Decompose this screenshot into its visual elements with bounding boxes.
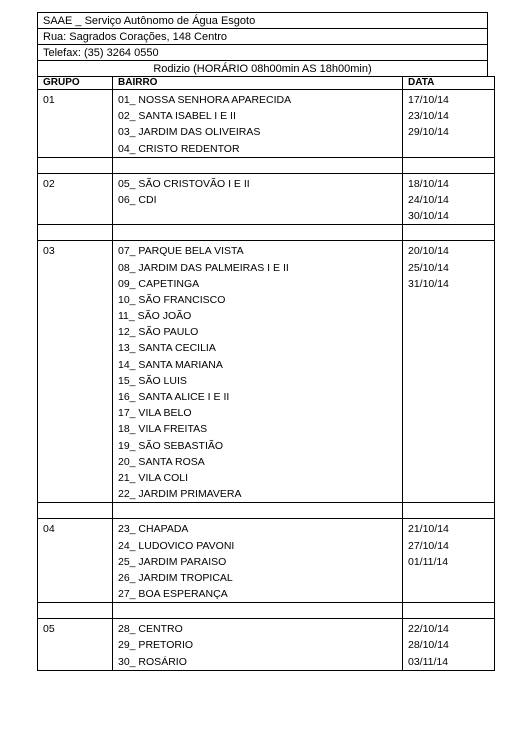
table-row [38, 619, 495, 671]
grupo-cell [38, 619, 113, 671]
bairro-item: 30_ ROSÁRIO [118, 655, 187, 668]
table-row [38, 241, 495, 503]
phone: Telefax: (35) 3264 0550 [37, 44, 488, 60]
table-row [38, 519, 495, 603]
bairro-item: 22_ JARDIM PRIMAVERA [118, 488, 242, 501]
grupo-cell [38, 90, 113, 158]
empty-cell [113, 603, 403, 619]
bairro-item: 06_ CDI [118, 193, 157, 206]
bairro-item: 26_ JARDIM TROPICAL [118, 571, 233, 584]
grupo-number: 02 [43, 177, 55, 190]
grupo-number: 04 [43, 523, 55, 536]
column-header-bairro: BAIRRO [113, 77, 403, 90]
schedule-title: Rodizio (HORÁRIO 08h00min AS 18h00min) [37, 60, 488, 76]
bairro-item: 27_ BOA ESPERANÇA [118, 588, 228, 601]
bairro-cell [113, 619, 403, 671]
date-item: 25/10/14 [408, 261, 449, 274]
bairro-item: 23_ CHAPADA [118, 523, 189, 536]
org-name: SAAE _ Serviço Autônomo de Água Esgoto [37, 12, 488, 28]
bairro-item: 11_ SÃO JOÃO [118, 310, 192, 323]
data-cell [403, 90, 495, 158]
empty-cell [38, 225, 113, 241]
empty-cell [113, 225, 403, 241]
bairro-item: 01_ NOSSA SENHORA APARECIDA [118, 94, 292, 106]
grupo-number: 01 [43, 94, 55, 106]
separator-row [38, 603, 495, 619]
bairro-cell [113, 241, 403, 503]
bairro-cell [113, 173, 403, 225]
bairro-item: 08_ JARDIM DAS PALMEIRAS I E II [118, 261, 289, 274]
bairro-item: 12_ SÃO PAULO [118, 326, 199, 339]
date-item: 27/10/14 [408, 539, 449, 552]
column-header-data: DATA [403, 77, 495, 90]
bairro-item: 05_ SÃO CRISTOVÃO I E II [118, 177, 250, 190]
grupo-cell [38, 519, 113, 603]
empty-cell [403, 603, 495, 619]
grupo-number: 05 [43, 623, 55, 636]
empty-cell [38, 603, 113, 619]
bairro-item: 18_ VILA FREITAS [118, 423, 208, 436]
bairro-item: 10_ SÃO FRANCISCO [118, 293, 226, 306]
date-item: 23/10/14 [408, 110, 449, 123]
table-row [38, 90, 495, 158]
bairro-item: 07_ PARQUE BELA VISTA [118, 245, 244, 258]
column-header-grupo: GRUPO [38, 77, 113, 90]
grupo-cell [38, 173, 113, 225]
date-item: 22/10/14 [408, 623, 449, 636]
bairro-item: 03_ JARDIM DAS OLIVEIRAS [118, 126, 261, 139]
bairro-item: 25_ JARDIM PARAISO [118, 555, 227, 568]
bairro-cell [113, 90, 403, 158]
separator-row [38, 225, 495, 241]
bairro-item: 13_ SANTA CECILIA [118, 342, 216, 355]
date-item: 21/10/14 [408, 523, 449, 536]
grupo-number: 03 [43, 245, 55, 258]
rotation-table [37, 76, 495, 671]
table-row [38, 173, 495, 225]
empty-cell [38, 503, 113, 519]
data-cell [403, 173, 495, 225]
data-cell [403, 241, 495, 503]
separator-row [38, 503, 495, 519]
empty-cell [113, 503, 403, 519]
bairro-cell [113, 519, 403, 603]
empty-cell [38, 157, 113, 173]
empty-cell [113, 157, 403, 173]
bairro-item: 15_ SÃO LUIS [118, 374, 187, 387]
date-item: 01/11/14 [408, 555, 449, 568]
bairro-item: 21_ VILA COLI [118, 471, 189, 484]
date-item: 24/10/14 [408, 193, 449, 206]
document [37, 12, 488, 671]
bairro-item: 17_ VILA BELO [118, 407, 192, 420]
table-header-row [38, 77, 495, 90]
grupo-cell [38, 241, 113, 503]
bairro-item: 09_ CAPETINGA [118, 277, 200, 290]
date-item: 29/10/14 [408, 126, 449, 139]
empty-cell [403, 225, 495, 241]
date-item: 28/10/14 [408, 639, 449, 652]
bairro-item: 24_ LUDOVICO PAVONI [118, 539, 235, 552]
bairro-item: 14_ SANTA MARIANA [118, 358, 223, 371]
date-item: 18/10/14 [408, 177, 449, 190]
date-item: 31/10/14 [408, 277, 449, 290]
bairro-item: 29_ PRETORIO [118, 639, 194, 652]
empty-cell [403, 157, 495, 173]
bairro-item: 02_ SANTA ISABEL I E II [118, 110, 236, 123]
bairro-item: 19_ SÃO SEBASTIÃO [118, 439, 224, 452]
data-cell [403, 519, 495, 603]
address: Rua: Sagrados Corações, 148 Centro [37, 28, 488, 44]
data-cell [403, 619, 495, 671]
date-item: 03/11/14 [408, 655, 449, 668]
bairro-item: 20_ SANTA ROSA [118, 455, 205, 468]
bairro-item: 28_ CENTRO [118, 623, 183, 636]
separator-row [38, 157, 495, 173]
bairro-item: 16_ SANTA ALICE I E II [118, 391, 230, 404]
date-item: 17/10/14 [408, 94, 449, 106]
empty-cell [403, 503, 495, 519]
bairro-item: 04_ CRISTO REDENTOR [118, 142, 240, 155]
date-item: 20/10/14 [408, 245, 449, 258]
date-item: 30/10/14 [408, 210, 449, 223]
